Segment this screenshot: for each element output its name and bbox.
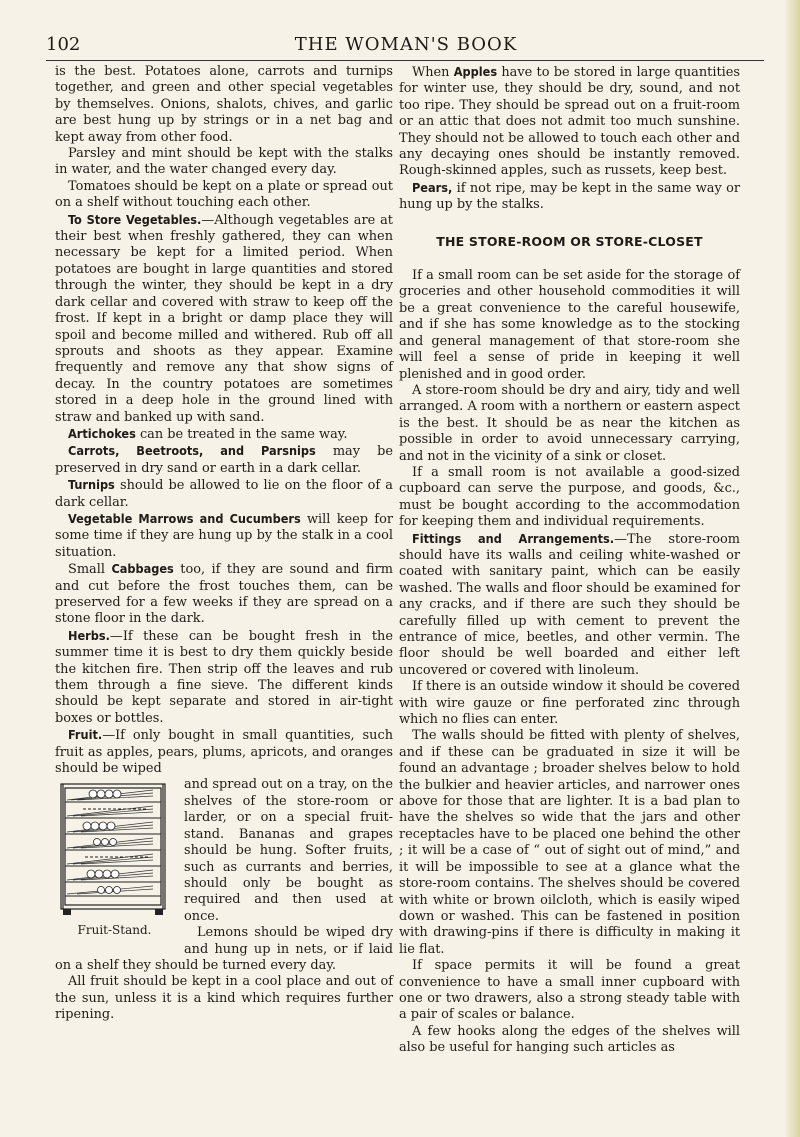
paragraph (55, 727, 393, 777)
paragraph: If there is an outside window it should be covered with wire gauze or fine perforated zinc through which no flies can enter. (399, 679, 740, 728)
paragraph: Tomatoes should be kept on a plate or spread out on a shelf without touching each other. (55, 178, 393, 211)
paragraph: The walls should be fitted with plenty of shelves, and if these can be graduated in size it will be found an advantage ; broader shelves below to hold the bulkier and heavier articles, and narrower ones above for those that are lighter. It is a bad plan to have the shelves so wide that the jars and other receptacles have to be placed one behind the other ; it will be a case of “ out of sight out of mind,” and it will be impossible to see at a glance what the store-room contains. The shelves should be covered with white or brown oilcloth, which is easily wiped down or washed. This can be fastened in position with drawing-pins if there is difficulty in making it lie flat. (399, 728, 740, 957)
section-heading: THE STORE-ROOM OR STORE-CLOSET (436, 233, 703, 249)
page-number: 102 (46, 34, 81, 55)
left-column (55, 64, 393, 1024)
paragraph (55, 477, 393, 511)
paragraph: Parsley and mint should be kept with the stalks in water, and the water changed every day. (55, 146, 393, 178)
run-in-heading: Artichokes (68, 425, 136, 441)
paragraph (55, 212, 393, 426)
paragraph: and spread out on a tray, on the shelves of the store-room or larder, or on a special fruit-stand. Bananas and grapes should be hung. Softer fruits, such as currants and berries, should only be bought as required and then used at once. (184, 777, 393, 924)
paragraph-text: —If these can be bought fresh in the summer time it is best to dry them quickly beside the kitchen fire. Then strip off the leaves and rub them through a fine sieve. The different kinds should be kept separate and stored in air-tight boxes or bottles. (55, 628, 393, 726)
paragraph-text: have to be stored in large quantities for winter use, they should be dry, sound, and not too ripe. They should be spread out on a fruit-room or an attic that does not admit too much sunshine. They should not be allowed to touch each other and any decaying ones should be instantly removed. Rough-skinned apples, such as russets, keep best. (399, 65, 740, 179)
paragraph-text: —Although vegetables are at their best when freshly gathered, they can when necessary be kept for a limited period. When potatoes are bought in large quantities and stored through the winter, they should be kept in a dry dark cellar and covered with straw to keep off the frost. If kept in a bright or damp place they will spoil and become milled and withered. Rub off all sprouts and shoots as they appear. Examine frequently and remove any that show signs of decay. In the country potatoes are sometimes stored in a deep hole in the ground lined with straw and banked up with sand. (55, 212, 393, 425)
paragraph: A few hooks along the edges of the shelves will also be useful for hanging such articles as (399, 1023, 740, 1056)
paragraph: If a small room can be set aside for the storage of groceries and other household commodities it will be a great convenience to the careful housewife, and if she has some knowledge as to the stocking and general management of that store-room she will feel a sense of pride in keeping it well plenished and in good order. (399, 268, 740, 382)
paragraph-text: —The store-room should have its walls and ceiling white-washed or coated with sanitary paint, which can be easily washed. The walls and floor should be examined for any cracks, and if there are such they should be carefully filled up with cement to prevent the entrance of mice, beetles, and other vermin. The floor should be well boarded and either left uncovered or covered with linoleum. (399, 531, 740, 678)
paragraph (55, 561, 393, 628)
run-in-heading: Fruit. (68, 727, 103, 743)
running-header (46, 34, 766, 58)
right-column (399, 64, 740, 1057)
running-title: THE WOMAN'S BOOK (294, 34, 518, 55)
paragraph-text: will keep for some time if they are hung up by the stalk in a cool situation. (55, 511, 393, 560)
run-in-heading: Cabbages (111, 561, 174, 577)
paragraph (399, 64, 740, 180)
run-in-heading: Vegetable Marrows and Cucumbers (68, 510, 301, 526)
run-in-heading: Apples (453, 64, 498, 79)
paragraph-text: may be preserved in dry sand or earth in a dark cellar. (55, 444, 393, 476)
run-in-heading: To Store Vegetables. (68, 211, 202, 227)
header-rule (46, 60, 764, 61)
paragraph (55, 443, 393, 477)
paragraph-text: Small (68, 562, 112, 578)
paragraph-text: When (412, 65, 454, 80)
paragraph: is the best. Potatoes alone, carrots and turnips together, and green and other special vegetables by themselves. Onions, shalots, chives, and garlic are best hung up by strings or in a net bag and kept away from other food. (55, 64, 393, 145)
paragraph-text: if not ripe, may be kept in the same way or hung up by the stalks. (399, 180, 740, 213)
paragraph: All fruit should be kept in a cool place and out of the sun, unless it is a kind which requires further ripening. (55, 974, 393, 1023)
paragraph-text: —If only bought in small quantities, such fruit as apples, pears, plums, apricots, and oranges should be wiped (55, 728, 393, 777)
run-in-heading: Fittings and Arrangements. (412, 530, 615, 546)
paragraph (55, 511, 393, 561)
paragraph (399, 531, 740, 680)
paragraph (399, 180, 740, 214)
paragraph: Lemons should be wiped dry and hung up in nets, or if laid on a shelf they should be turned every day. (55, 925, 393, 973)
run-in-heading: Herbs. (68, 627, 110, 643)
paragraph (55, 628, 393, 727)
page-edge (786, 0, 800, 1137)
paragraph: A store-room should be dry and airy, tidy and well arranged. A room with a northern or eastern aspect is the best. It should be as near the kitchen as possible in order to avoid unnecessary carrying, and not in the vicinity of a sink or closet. (399, 382, 740, 464)
run-in-heading: Pears, (412, 179, 453, 195)
figure-caption: Fruit-Stand. (77, 923, 152, 938)
paragraph-text: should be allowed to lie on the floor of a dark cellar. (55, 478, 393, 510)
paragraph (55, 426, 393, 443)
fruit-stand-illustration (53, 780, 176, 920)
paragraph-text: too, if they are sound and firm and cut before the frost touches them, can be preserved for a few weeks if they are spread on a stone floor in the dark. (55, 562, 393, 627)
paragraph: If space permits it will be found a great convenience to have a small inner cupboard with one or two drawers, also a strong steady table with a pair of scales or balance. (399, 958, 740, 1023)
paragraph: If a small room is not available a good-sized cupboard can serve the purpose, and goods, &c., must be bought according to the accommodation for keeping them and individual requirements. (399, 464, 740, 530)
paragraph-text: can be treated in the same way. (135, 426, 348, 442)
fruit-stand-figure (53, 780, 176, 948)
run-in-heading: Carrots, Beetroots, and Parsnips (68, 443, 316, 459)
run-in-heading: Turnips (68, 477, 115, 493)
